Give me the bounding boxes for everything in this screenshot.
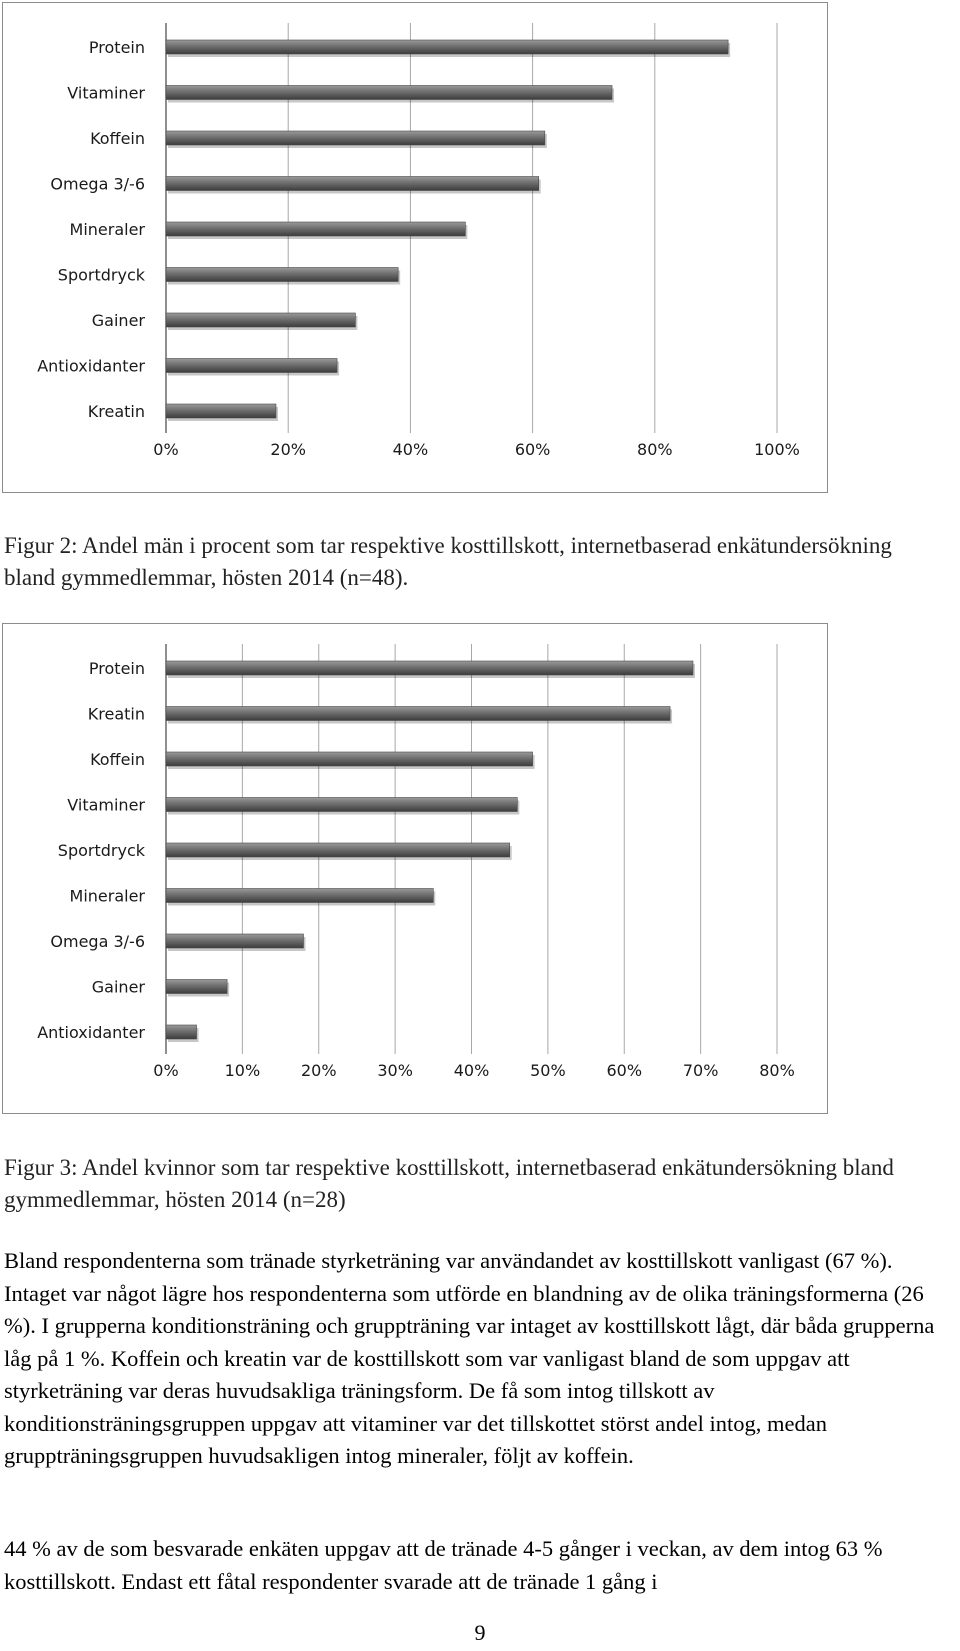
category-label: Mineraler <box>69 886 145 906</box>
x-tick-label: 30% <box>377 1061 413 1080</box>
chart-figure-2 <box>2 2 828 493</box>
bar-sportdryck <box>166 268 398 282</box>
x-tick-label: 100% <box>754 440 800 459</box>
category-label: Omega 3/-6 <box>50 932 145 951</box>
bar-mineraler <box>166 222 465 236</box>
x-tick-label: 70% <box>682 1061 719 1080</box>
category-label: Protein <box>88 659 145 678</box>
bar-antioxidanter <box>166 1025 197 1039</box>
figure-2-caption: Figur 2: Andel män i procent som tar respektive kosttillskott, internetbaserad enkätundersökning bland gymmedlemmar, hösten 2014 (n=48). <box>4 533 892 590</box>
category-label: Kreatin <box>87 402 145 421</box>
figure-3-caption: Figur 3: Andel kvinnor som tar respektive kosttillskott, internetbaserad enkätundersökning bland gymmedlemmar, hösten 2014 (n=28) <box>4 1155 894 1212</box>
x-tick-label: 0% <box>153 1061 179 1080</box>
category-label: Omega 3/-6 <box>50 174 145 194</box>
bar-kreatin <box>166 404 276 418</box>
bar-kreatin <box>166 707 670 721</box>
page-number: 9 <box>474 1620 486 1645</box>
category-label: Antioxidanter <box>37 356 145 376</box>
category-label: Sportdryck <box>57 841 145 860</box>
category-label: Sportdryck <box>57 265 145 285</box>
category-label: Gainer <box>91 977 145 997</box>
chart-figure-3-svg <box>3 624 827 1113</box>
category-label: Kreatin <box>87 704 145 724</box>
category-label: Protein <box>88 38 145 57</box>
x-tick-label: 20% <box>270 440 306 459</box>
bar-koffein <box>166 131 545 145</box>
x-tick-label: 40% <box>392 440 429 459</box>
bar-protein <box>166 661 693 675</box>
category-label: Mineraler <box>69 220 145 239</box>
bar-vitaminer <box>166 798 517 812</box>
body-paragraph-1: Bland respondenterna som tränade styrketräning var användandet av kosttillskott vanligast (67 %). Intaget var något lägre hos respondenterna som utförde en blandning av de olika träningsformerna (26 %). I grupperna konditionsträning och gruppträning var intaget av kosttillskott lågt, där båda grupperna låg på 1 %. Koffein och kreatin var de kosttillskott som var vanligast bland de som uppgav att styrketräning var deras huvudsakliga träningsform. De få som intog tillskott av konditionsträningsgruppen uppgav att vitaminer var det tillskottet störst andel intog, medan gruppträningsgruppen huvudsakligen intog mineraler, följt av koffein. <box>4 1248 935 1468</box>
bar-gainer <box>166 980 227 994</box>
bar-sportdryck <box>166 843 510 857</box>
x-tick-label: 40% <box>453 1061 490 1080</box>
bar-omega-3-6 <box>166 177 539 191</box>
bar-gainer <box>166 313 355 327</box>
bar-mineraler <box>166 889 433 903</box>
category-label: Gainer <box>91 311 145 330</box>
bar-vitaminer <box>166 86 612 100</box>
x-tick-label: 60% <box>514 440 551 459</box>
category-label: Koffein <box>90 750 145 769</box>
chart-figure-2-svg <box>3 3 827 492</box>
chart-figure-3 <box>2 623 828 1114</box>
x-tick-label: 10% <box>224 1061 261 1080</box>
x-tick-label: 80% <box>759 1061 795 1080</box>
x-tick-label: 20% <box>300 1061 337 1080</box>
bar-antioxidanter <box>166 359 337 373</box>
bar-omega-3-6 <box>166 934 303 948</box>
bar-protein <box>166 40 728 54</box>
category-label: Koffein <box>90 129 145 148</box>
x-tick-label: 0% <box>153 440 179 459</box>
category-label: Vitaminer <box>67 795 145 815</box>
category-label: Vitaminer <box>67 83 145 103</box>
x-tick-label: 80% <box>637 440 673 459</box>
x-tick-label: 60% <box>606 1061 643 1080</box>
bar-koffein <box>166 752 533 766</box>
category-label: Antioxidanter <box>37 1023 145 1042</box>
body-paragraph-2: 44 % av de som besvarade enkäten uppgav att de tränade 4-5 gånger i veckan, av dem intog 63 % kosttillskott. Endast ett fåtal respondenter svarade att de tränade 1 gång i <box>4 1536 883 1594</box>
x-tick-label: 50% <box>530 1061 566 1080</box>
